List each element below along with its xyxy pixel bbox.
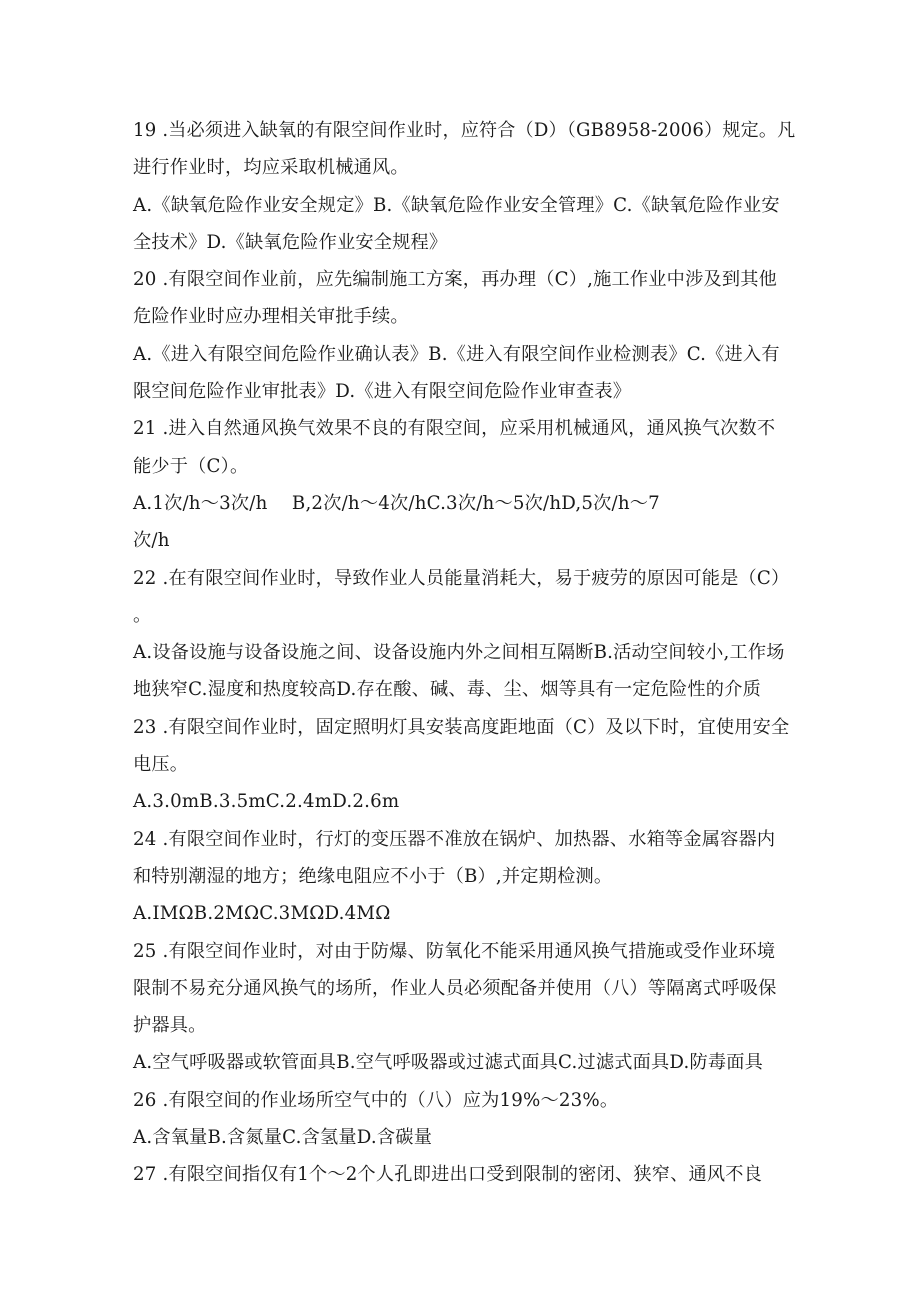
text-line: 限制不易充分通风换气的场所，作业人员必须配备并使用（八）等隔离式呼吸保 xyxy=(133,977,777,999)
text-line: 危险作业时应办理相关审批手续。 xyxy=(133,306,409,328)
text-line: 地狭窄C.湿度和热度较高D.存在酸、碱、毒、尘、烟等具有一定危险性的介质 xyxy=(133,679,761,701)
text-line: 26 .有限空间的作业场所空气中的（八）应为19%～23%。 xyxy=(133,1089,619,1111)
text-line: A.1次/h～3次/h B,2次/h～4次/hC.3次/h～5次/hD,5次/h～7 xyxy=(133,492,660,514)
text-line: 20 .有限空间作业前，应先编制施工方案，再办理（C）,施工作业中涉及到其他 xyxy=(133,269,778,291)
text-line: 能少于（C）。 xyxy=(133,455,249,477)
text-line: 23 .有限空间作业时，固定照明灯具安装高度距地面（C）及以下时，宜使用安全 xyxy=(133,716,790,738)
text-line: 25 .有限空间作业时，对由于防爆、防氧化不能采用通风换气措施或受作业环境 xyxy=(133,940,776,962)
text-line: 24 .有限空间作业时，行灯的变压器不准放在锅炉、加热器、水箱等金属容器内 xyxy=(133,828,776,850)
text-line: A.含氧量B.含氮量C.含氢量D.含碳量 xyxy=(133,1127,433,1149)
text-line: 22 .在有限空间作业时，导致作业人员能量消耗大，易于疲劳的原因可能是（C） xyxy=(133,567,790,589)
text-line: A.空气呼吸器或软管面具B.空气呼吸器或过滤式面具C.过滤式面具D.防毒面具 xyxy=(133,1052,764,1074)
text-line: A.《缺氧危险作业安全规定》B.《缺氧危险作业安全管理》C.《缺氧危险作业安 xyxy=(133,194,780,216)
text-line: 全技术》D.《缺氧危险作业安全规程》 xyxy=(133,231,448,253)
text-line: 次/h xyxy=(133,530,170,552)
text-line: 27 .有限空间指仅有1个～2个人孔即进出口受到限制的密闭、狭窄、通风不良 xyxy=(133,1164,763,1186)
text-line: 护器具。 xyxy=(133,1015,207,1037)
text-line: 电压。 xyxy=(133,754,189,776)
text-line: A.IMΩB.2MΩC.3MΩD.4MΩ xyxy=(133,903,391,925)
text-line: 。 xyxy=(133,604,152,626)
text-line: 19 .当必须进入缺氧的有限空间作业时，应符合（D）（GB8958-2006）规定。凡 xyxy=(133,120,796,141)
document-body xyxy=(133,112,796,1194)
text-line: A.3.0mB.3.5mC.2.4mD.2.6m xyxy=(133,791,400,813)
text-line: A.《进入有限空间危险作业确认表》B.《进入有限空间作业检测表》C.《进入有 xyxy=(133,343,780,365)
text-line: 21 .进入自然通风换气效果不良的有限空间，应采用机械通风，通风换气次数不 xyxy=(133,418,776,440)
text-line: 和特别潮湿的地方；绝缘电阻应不小于（B）,并定期检测。 xyxy=(133,865,613,887)
text-line: 进行作业时，均应采取机械通风。 xyxy=(133,157,409,179)
text-line: 限空间危险作业审批表》D.《进入有限空间危险作业审查表》 xyxy=(133,381,632,403)
text-line: A.设备设施与设备设施之间、设备设施内外之间相互隔断B.活动空间较小,工作场 xyxy=(133,642,785,664)
